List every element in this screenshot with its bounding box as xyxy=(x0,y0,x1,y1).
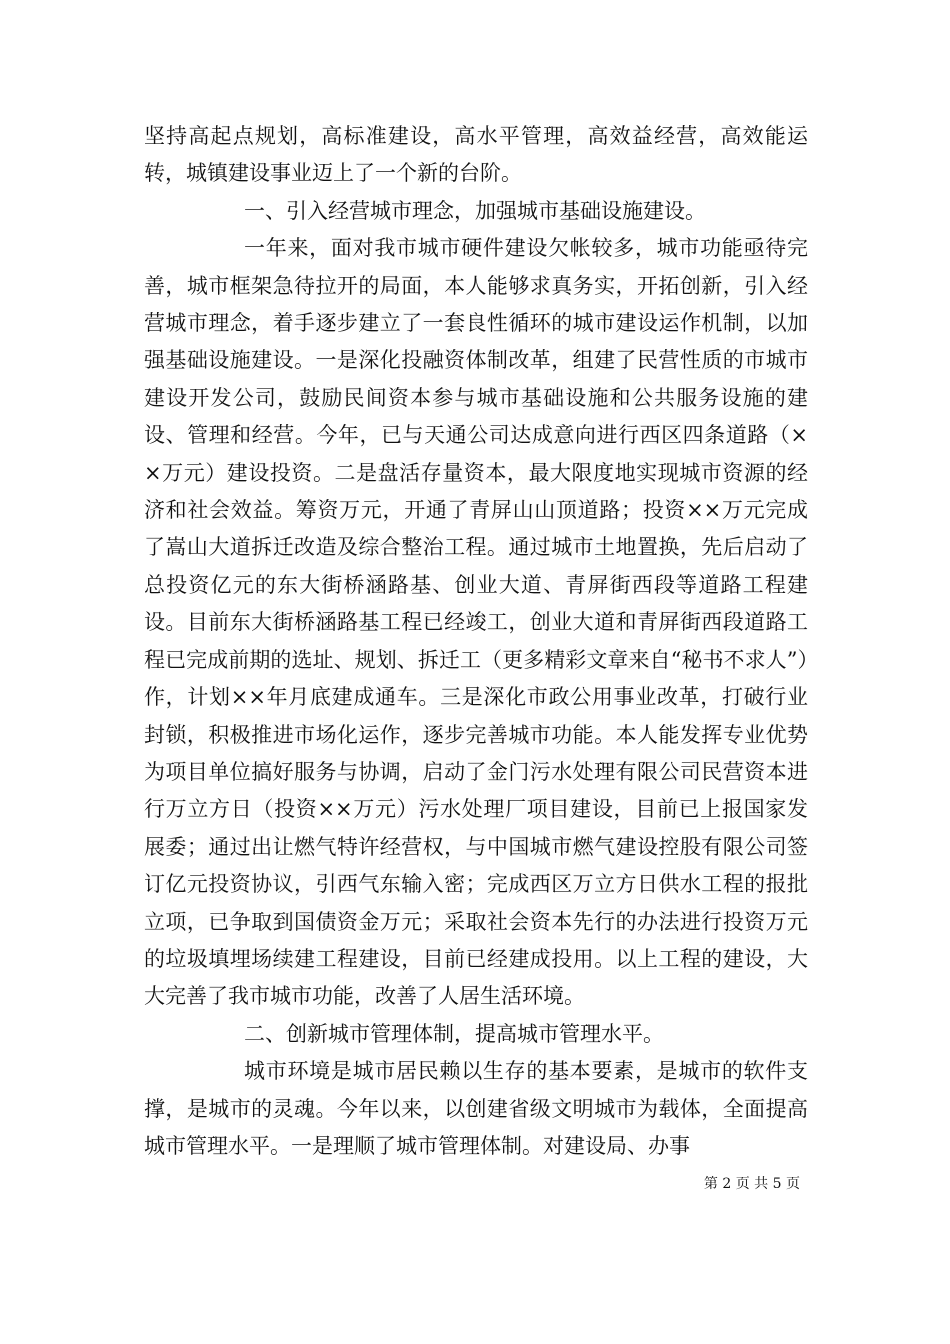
section-heading-2: 二、创新城市管理体制，提高城市管理水平。 xyxy=(244,1021,664,1046)
page-number-footer: 第 2 页 共 5 页 xyxy=(703,1176,800,1192)
section-heading-1: 一、引入经营城市理念，加强城市基础设施建设。 xyxy=(244,198,706,223)
paragraph-section-1-body: 一年来，面对我市城市硬件建设欠帐较多，城市功能亟待完善，城市框架急待拉开的局面，本人能够求真务实，开拓创新，引入经营城市理念，着手逐步建立了一套良性循环的城市建设运作机制，以加强基础设施建设。一是深化投融资体制改革，组建了民营性质的市城市建设开发公司，鼓励民间资本参与城市基础设施和公共服务设施的建设、管理和经营。今年，已与天通公司达成意向进行西区四条道路（××万元）建设投资。二是盘活存量资本，最大限度地实现城市资源的经济和社会效益。筹资万元，开通了青屏山山顶道路；投资××万元完成了嵩山大道拆迁改造及综合整治工程。通过城市土地置换，先后启动了总投资亿元的东大街桥涵路基、创业大道、青屏街西段等道路工程建设。目前东大街桥涵路基工程已经竣工，创业大道和青屏街西段道路工程已完成前期的选址、规划、拆迁工（更多精彩文章来自“秘书不求人”）作，计划××年月底建成通车。三是深化市政公用事业改革，打破行业封锁，积极推进市场化运作，逐步完善城市功能。本人能发挥专业优势为项目单位搞好服务与协调，启动了金门污水处理有限公司民营资本进行万立方日（投资××万元）污水处理厂项目建设，目前已上报国家发展委；通过出让燃气特许经营权，与中国城市燃气建设控股有限公司签订亿元投资协议，引西气东输入密；完成西区万立方日供水工程的报批立项，已争取到国债资金万元；采取社会资本先行的办法进行投资万元的垃圾填埋场续建工程建设，目前已经建成投用。以上工程的建设，大大完善了我市城市功能，改善了人居生活环境。 xyxy=(144,236,808,1009)
paragraph-continuation: 坚持高起点规划，高标准建设，高水平管理，高效益经营，高效能运转，城镇建设事业迈上了一个新的台阶。 xyxy=(144,124,808,186)
document-body xyxy=(144,118,808,1165)
paragraph-section-2-body: 城市环境是城市居民赖以生存的基本要素，是城市的软件支撑，是城市的灵魂。今年以来，以创建省级文明城市为载体，全面提高城市管理水平。一是理顺了城市管理体制。对建设局、办事 xyxy=(144,1059,808,1158)
